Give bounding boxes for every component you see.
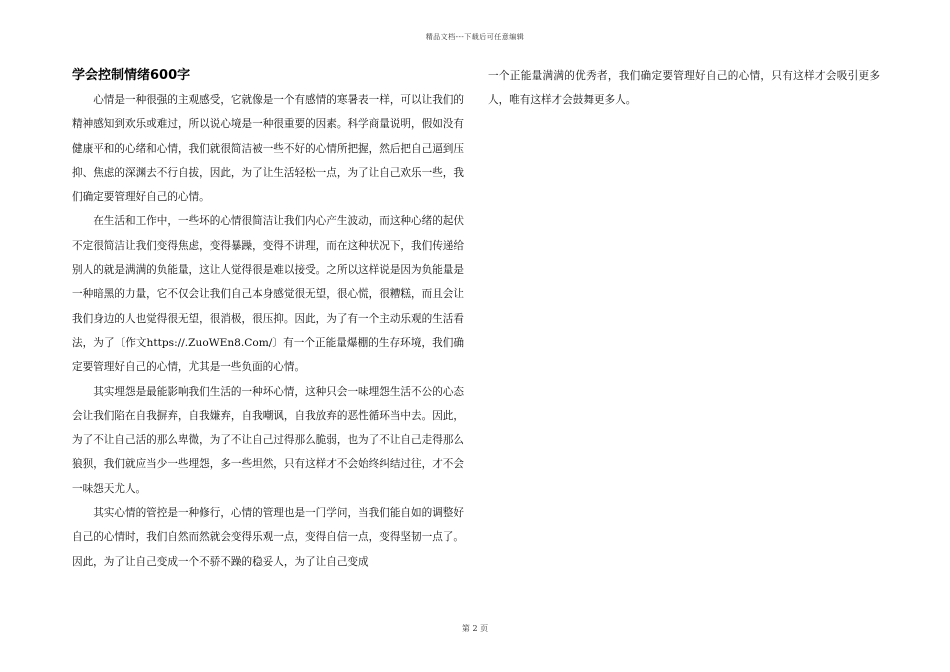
paragraph-2: 在生活和工作中，一些坏的心情很简洁让我们内心产生波动，而这种心绪的起伏不定很简洁让我们变得焦虑，变得暴躁，变得不讲理，而在这种状况下，我们传递给别人的就是满满的负能量，这让人觉得很是难以接受。之所以这样说是因为负能量是一种暗黑的力量，它不仅会让我们自己本身感觉很无望，很心慌，很糟糕，而且会让我们身边的人也觉得很无望，很消极，很压抑。因此，为了有一个主动乐观的生活看法，为了〔作文https://.ZuoWEn8.Com/〕有一个正能量爆棚的生存环境，我们确定要管理好自己的心情，尤其是一些负面的心情。 (72, 215, 464, 374)
right-column (488, 64, 880, 113)
paragraph-4-continued: 一个正能量满满的优秀者，我们确定要管理好自己的心情，只有这样才会吸引更多人，唯有这样才会鼓舞更多人。 (488, 70, 880, 107)
page-header: 精品文档---下载后可任意编辑 (425, 33, 525, 41)
paragraph-1: 心情是一种很强的主观感受，它就像是一个有感情的寒暑表一样，可以让我们的精神感知到欢乐或难过，所以说心境是一种很重要的因素。科学商量说明，假如没有健康平和的心绪和心情，我们就很简洁被一些不好的心情所把握，然后把自己逼到压抑、焦虑的深渊去不行自拔，因此，为了让生活轻松一点，为了让自己欢乐一些，我们确定要管理好自己的心情。 (72, 94, 464, 204)
left-column (72, 64, 464, 574)
paragraph-3: 其实埋怨是最能影响我们生活的一种坏心情，这种只会一味埋怨生活不公的心态会让我们陷在自我摒弃，自我嫌弃，自我嘲讽，自我放弃的恶性循环当中去。因此，为了不让自己活的那么卑微，为了不让自己过得那么脆弱，也为了不让自己走得那么狼狈，我们就应当少一些埋怨，多一些坦然，只有这样才不会始终纠结过往，才不会一味怨天尤人。 (72, 385, 464, 495)
article-title: 学会控制情绪600字 (72, 68, 191, 83)
page-number: 第 2 页 (461, 624, 489, 633)
paragraph-4: 其实心情的管控是一种修行，心情的管理也是一门学问，当我们能自如的调整好自己的心情时，我们自然而然就会变得乐观一点，变得自信一点，变得坚韧一点了。因此，为了让自己变成一个不骄不躁的稳妥人，为了让自己变成 (72, 507, 464, 568)
